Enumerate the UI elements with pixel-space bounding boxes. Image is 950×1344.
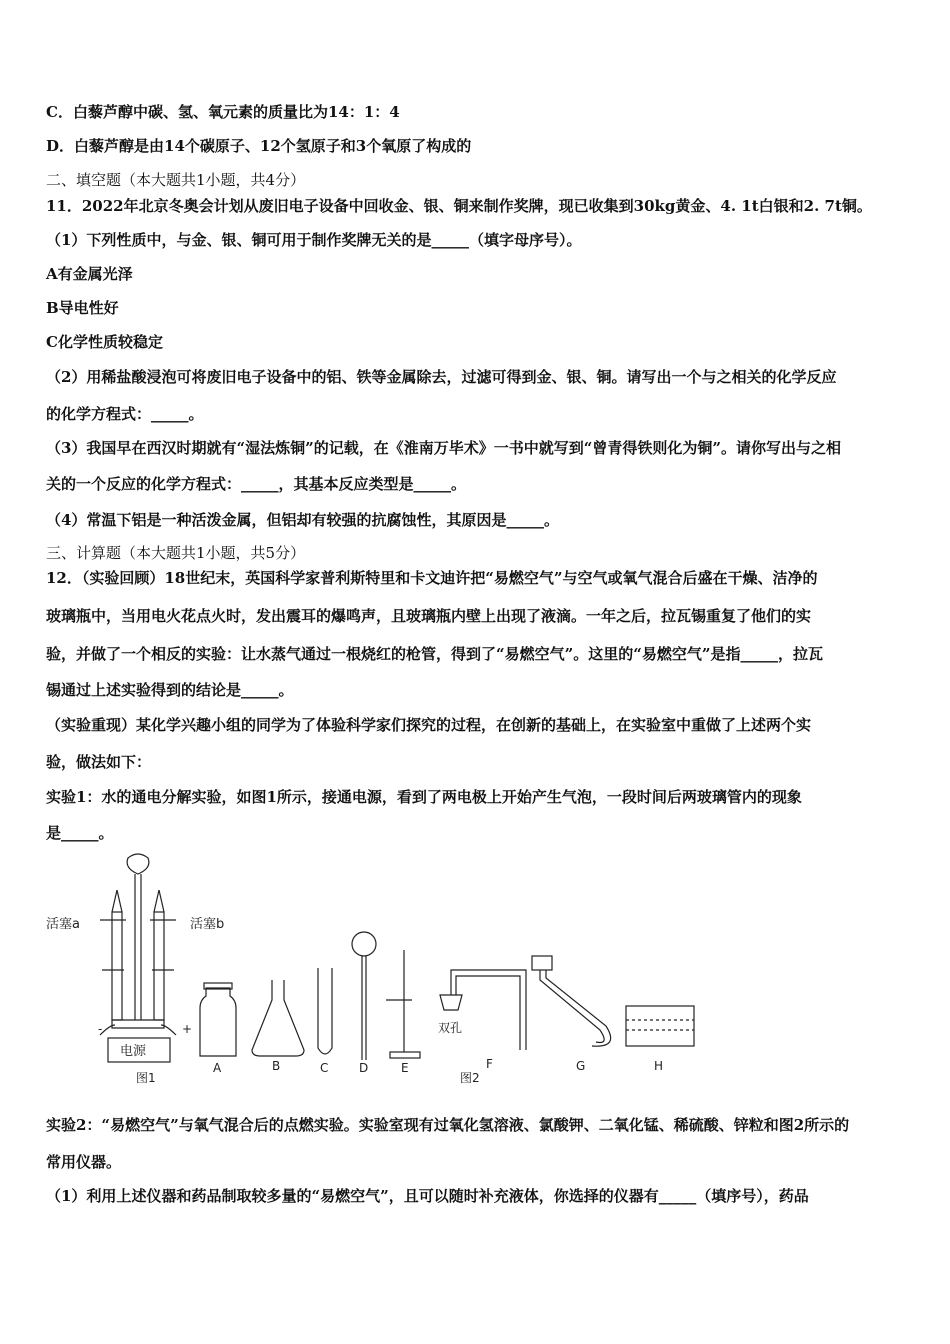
option-d: D．白藜芦醇是由14个碳原子、12个氢原子和3个氧原了构成的 — [46, 137, 472, 155]
stopper-g — [532, 956, 552, 970]
q11-part3-cont: 关的一个反应的化学方程式：_____，其基本反应类型是_____。 — [46, 475, 467, 493]
flask-b — [252, 980, 304, 1056]
q11-option-b: B导电性好 — [46, 299, 119, 317]
label-g: G — [576, 1059, 586, 1073]
label-fig2: 图2 — [460, 1071, 480, 1085]
funnel-bulb — [127, 854, 149, 874]
section-fill-blank: 二、填空题（本大题共1小题，共4分） — [46, 171, 306, 189]
label-a: A — [213, 1061, 222, 1075]
label-h: H — [654, 1059, 664, 1073]
q11-part2: （2）用稀盐酸浸泡可将废旧电子设备中的铝、铁等金属除去，过滤可得到金、银、铜。请写出一个与之相关的化学反应 — [46, 368, 837, 386]
label-valve-b: 活塞b — [190, 917, 225, 932]
label-fig1: 图1 — [136, 1071, 156, 1085]
q11-part3: （3）我国早在西汉时期就有“湿法炼铜”的记载，在《淮南万毕术》一书中就写到“曾青得铁则化为铜”。请你写出与之相 — [46, 439, 841, 457]
trough-h — [626, 1006, 694, 1046]
q12-reproduce: （实验重现）某化学兴趣小组的同学为了体验科学家们探究的过程，在创新的基础上，在实验室中重做了上述两个实 — [46, 716, 812, 734]
stopper-f — [440, 995, 462, 1010]
q11-part1: （1）下列性质中，与金、银、铜可用于制作奖牌无关的是_____（填字母序号）。 — [46, 231, 582, 249]
label-d: D — [359, 1061, 369, 1075]
label-e: E — [401, 1061, 409, 1075]
q12-review: 12．（实验回顾）18世纪末，英国科学家普利斯特里和卡文迪许把“易燃空气”与空气或氧气混合后盛在干燥、洁净的 — [46, 569, 818, 587]
q12-reproduce-2: 验，做法如下： — [46, 753, 152, 771]
q11-part4: （4）常温下铝是一种活泼金属，但铝却有较强的抗腐蚀性，其原因是_____。 — [46, 511, 559, 529]
option-c: C．白藜芦醇中碳、氢、氧元素的质量比为14：1：4 — [46, 103, 400, 121]
label-b: B — [272, 1059, 281, 1073]
label-valve-a: 活塞a — [46, 917, 80, 932]
q12-review-2: 玻璃瓶中，当用电火花点火时，发出震耳的爆鸣声，且玻璃瓶内壁上出现了液滴。一年之后，拉瓦锡重复了他们的实 — [46, 607, 812, 625]
section-calc: 三、计算题（本大题共1小题，共5分） — [46, 544, 306, 562]
q11-stem: 11．2022年北京冬奥会计划从废旧电子设备中回收金、银、铜来制作奖牌，现已收集到30kg黄金、4. 1t白银和2. 7t铜。 — [46, 197, 872, 215]
label-minus: - — [98, 1022, 103, 1036]
q12-exp2: 实验2：“易燃空气”与氧气混合后的点燃实验。实验室现有过氧化氢溶液、氯酸钾、二氧化锰、稀硫酸、锌粒和图2所示的 — [46, 1116, 850, 1134]
tube-c — [318, 968, 332, 1054]
label-power: 电源 — [120, 1044, 147, 1059]
funnel-d — [352, 932, 376, 956]
label-f: F — [486, 1057, 493, 1071]
q12-review-3: 验，并做了一个相反的实验：让水蒸气通过一根烧红的枪管，得到了“易燃空气”。这里的“易燃空气”是指_____，拉瓦 — [46, 645, 824, 663]
label-plus: + — [182, 1022, 193, 1036]
left-tube — [112, 912, 122, 1020]
q12-exp2-cont: 常用仪器。 — [46, 1153, 122, 1171]
bottle-a — [200, 988, 236, 1056]
right-tube — [154, 912, 164, 1020]
q12-exp2-part1: （1）利用上述仪器和药品制取较多量的“易燃空气”，且可以随时补充液体，你选择的仪器有_____（填序号），药品 — [46, 1187, 809, 1205]
q11-option-a: A有金属光泽 — [46, 265, 133, 283]
q12-review-4: 锡通过上述实验得到的结论是_____。 — [46, 681, 294, 699]
label-c: C — [320, 1061, 329, 1075]
q11-option-c: C化学性质较稳定 — [46, 333, 163, 351]
q11-part2-cont: 的化学方程式：_____。 — [46, 405, 204, 423]
q12-exp1-cont: 是_____。 — [46, 824, 114, 842]
label-double-hole: 双孔 — [438, 1021, 463, 1035]
apparatus-figure — [40, 850, 720, 1090]
q12-exp1: 实验1：水的通电分解实验，如图1所示，接通电源，看到了两电极上开始产生气泡，一段时间后两玻璃管内的现象 — [46, 788, 802, 806]
